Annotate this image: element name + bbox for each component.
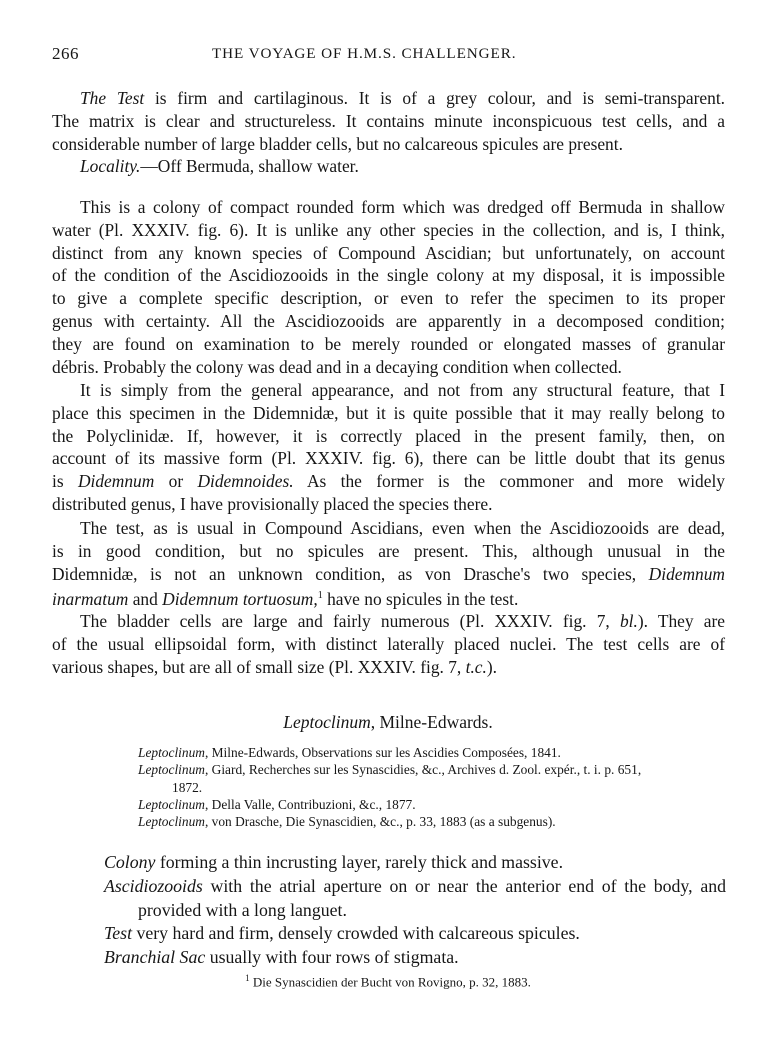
footnote-marker: 1: [245, 973, 250, 983]
reference-entry: Leptoclinum, von Drasche, Die Synascidien, &c., p. 33, 1883 (as a subgenus).: [138, 814, 556, 830]
text-line: considerable number of large bladder cells, but no calcareous spicules are present.: [52, 133, 623, 154]
italic-term: The Test: [80, 88, 145, 108]
diagnosis-label: Ascidiozooids: [104, 875, 203, 896]
test-condition-paragraph: [52, 517, 725, 608]
text-line: account of its massive form (Pl. XXXIV. fig. 6), there can be little doubt that its genus: [52, 448, 725, 469]
heading-genus: Leptoclinum: [283, 712, 371, 732]
test-description-paragraph: [52, 87, 725, 178]
text-line: The test, as is usual in Compound Ascidians, even when the Ascidiozooids are dead,: [80, 518, 725, 538]
text-line: they are found on examination to be merely rounded or elongated masses of granular: [52, 333, 725, 354]
genus-name: Didemnum: [77, 471, 155, 492]
text-line: distinct from any known species of Compound Ascidian; but unfortunately, on account: [52, 242, 725, 263]
text-line: of the usual ellipsoidal form, with distinct laterally placed nuclei. The test cells are of: [52, 633, 725, 654]
classification-paragraph: [52, 379, 725, 516]
text-line: various shapes, but are all of small size (Pl. XXXIV. fig. 7, t.c.).: [52, 656, 497, 677]
diagnosis-line: Test very hard and firm, densely crowded with calcareous spicules.: [104, 923, 580, 944]
text-line: inarmatum and Didemnum tortuosum,$^1$ have no spicules in the test.: [52, 589, 519, 610]
text-line: to give a complete specific description, or even to refer the specimen to its proper: [52, 288, 725, 309]
text-line: distributed genus, I have provisionally placed the species there.: [52, 493, 493, 514]
locality-line: Locality.—Off Bermuda, shallow water.: [80, 156, 359, 177]
text-line: This is a colony of compact rounded form which was dredged off Bermuda in shallow: [80, 197, 725, 217]
text-line: place this specimen in the Didemnidæ, but it is quite possible that it may really belong to: [52, 402, 725, 423]
figure-abbrev: bl.: [619, 611, 638, 631]
text-line: The bladder cells are large and fairly numerous (Pl. XXXIV. fig. 7, bl.). They are: [80, 611, 726, 631]
figure-abbrev: t.c.: [465, 656, 487, 677]
locality-label: Locality.: [80, 156, 141, 177]
footnote-ref: 1: [317, 590, 323, 602]
diagnosis-line: Branchial Sac usually with four rows of stigmata.: [104, 947, 459, 968]
bladder-cells-paragraph: [52, 610, 725, 678]
reference-entry: Leptoclinum, Milne-Edwards, Observations sur les Ascidies Composées, 1841.: [138, 745, 561, 760]
species-name: Didemnum: [648, 563, 725, 584]
species-name: Didemnum tortuosum,: [162, 589, 318, 610]
reference-entry: Leptoclinum, Della Valle, Contribuzioni, &c., 1877.: [138, 796, 416, 812]
genus-name: Didemnoides.: [197, 471, 294, 492]
footnote: $^1$ Die Synascidien der Bucht von Rovigno, p. 32, 1883.: [245, 973, 531, 990]
page-number: 266: [52, 44, 79, 63]
reference-continuation: 1872.: [172, 779, 203, 795]
diagnosis-label: Test: [104, 923, 133, 944]
diagnosis-continuation: provided with a long languet.: [138, 899, 347, 920]
species-name: inarmatum: [52, 589, 129, 610]
colony-description-paragraph: [52, 196, 725, 378]
genus-heading: Leptoclinum, Milne-Edwards.: [283, 712, 493, 732]
text-line: The matrix is clear and structureless. It contains minute inconspicuous test cells, and a: [52, 110, 725, 131]
reference-entry: Leptoclinum, Giard, Recherches sur les Synascidies, &c., Archives d. Zool. expér., t. i. p. 651,: [138, 762, 642, 778]
text-line: débris. Probably the colony was dead and in a decaying condition when collected.: [52, 356, 622, 377]
text-line: the Polyclinidæ. If, however, it is correctly placed in the present family, then, on: [52, 425, 725, 446]
genus-diagnosis: [104, 851, 726, 970]
diagnosis-line: Colony forming a thin incrusting layer, rarely thick and massive.: [104, 852, 564, 872]
text-line: genus with certainty. All the Ascidiozooids are apparently in a decomposed condition;: [52, 310, 725, 331]
diagnosis-line: Ascidiozooids with the atrial aperture on or near the anterior end of the body, and: [104, 875, 726, 896]
diagnosis-label: Colony: [104, 852, 156, 872]
text-line: It is simply from the general appearance, and not from any structural feature, that I: [80, 380, 725, 400]
text-line: is Didemnum or Didemnoides. As the former is the commoner and more widely: [52, 471, 726, 492]
page-header: [0, 44, 776, 68]
text-line: The Test is firm and cartilaginous. It is of a grey colour, and is semi-transparent.: [80, 88, 725, 108]
running-head: THE VOYAGE OF H.M.S. CHALLENGER.: [212, 45, 517, 62]
text-line: water (Pl. XXXIV. fig. 6). It is unlike any other species in the collection, and is, I think,: [52, 219, 725, 240]
text-line: is in good condition, but no spicules are present. This, although unusual in the: [52, 540, 725, 561]
text-line: of the condition of the Ascidiozooids in the single colony at my disposal, it is impossible: [52, 265, 725, 286]
text-line: Didemnidæ, is not an unknown condition, as von Drasche's two species, Didemnum: [52, 563, 725, 584]
diagnosis-label: Branchial Sac: [104, 947, 206, 968]
synonymy-list: [138, 744, 728, 830]
